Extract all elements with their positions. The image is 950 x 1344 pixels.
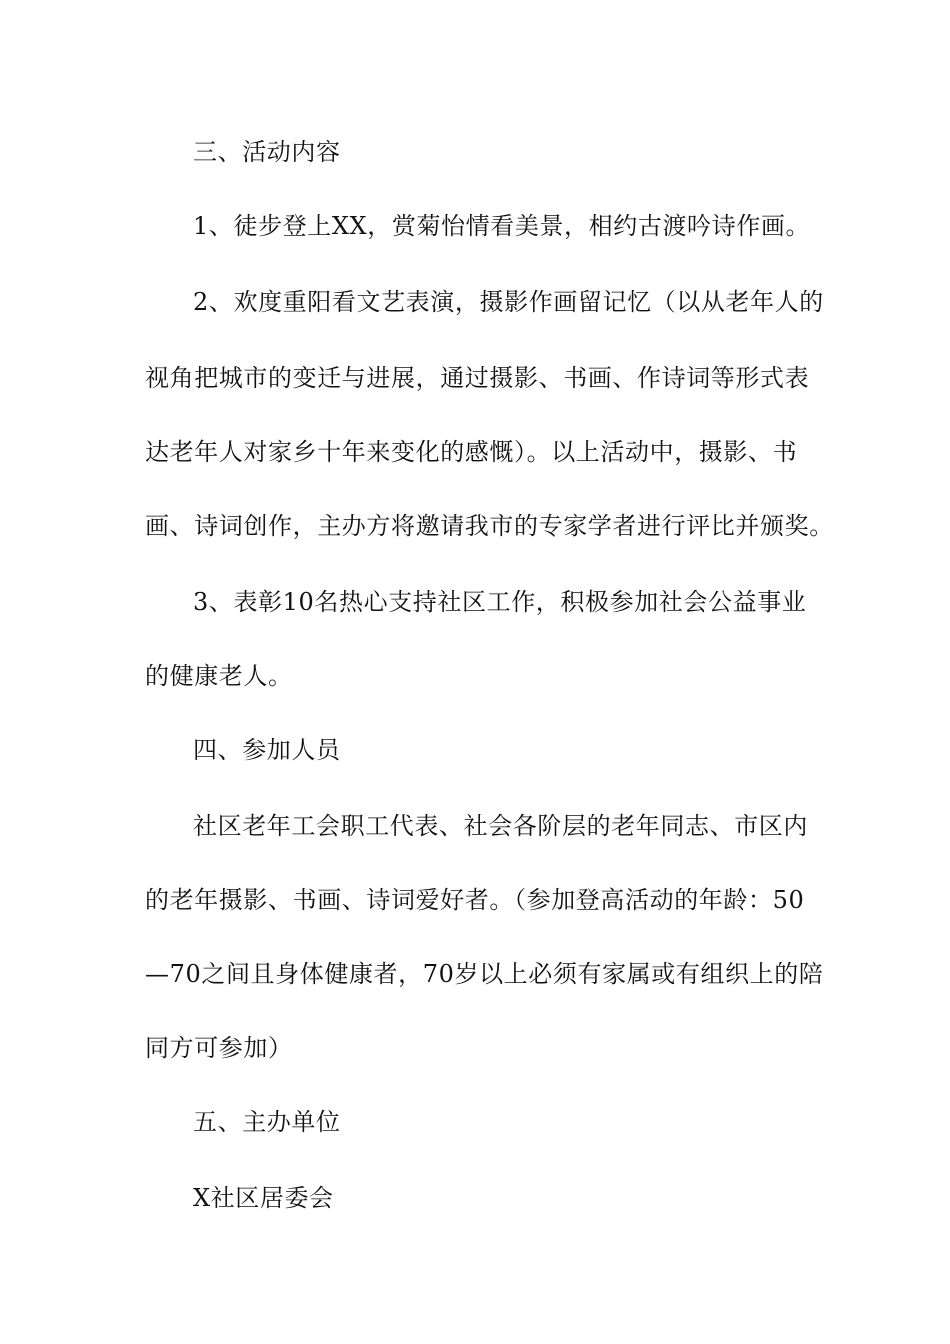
paragraph-line: 2、欢度重阳看文艺表演，摄影作画留记忆（以从老年人的	[193, 288, 824, 316]
section-heading-organizer: 五、主办单位	[193, 1108, 341, 1136]
paragraph-line: 画、诗词创作，主办方将邀请我市的专家学者进行评比并颁奖。	[145, 512, 834, 540]
paragraph-line: 社区老年工会职工代表、社会各阶层的老年同志、市区内	[193, 812, 808, 840]
paragraph-line: 达老年人对家乡十年来变化的感慨）。以上活动中，摄影、书	[145, 438, 798, 466]
paragraph-line: 视角把城市的变迁与进展，通过摄影、书画、作诗词等形式表	[145, 364, 810, 392]
paragraph-line: 的健康老人。	[145, 662, 293, 690]
section-heading-participants: 四、参加人员	[193, 736, 341, 764]
paragraph-line: 同方可参加）	[145, 1034, 293, 1062]
paragraph-line: 1、徒步登上XX，赏菊怡情看美景，相约古渡吟诗作画。	[193, 212, 811, 240]
paragraph-line: —70之间且身体健康者，70岁以上必须有家属或有组织上的陪	[145, 960, 824, 988]
paragraph-line: 的老年摄影、书画、诗词爱好者。（参加登高活动的年龄：50	[145, 886, 805, 914]
paragraph-line: 3、表彰10名热心支持社区工作，积极参加社会公益事业	[193, 588, 807, 616]
section-heading-activity-content: 三、活动内容	[193, 138, 341, 166]
organizer-name: X社区居委会	[193, 1184, 334, 1212]
